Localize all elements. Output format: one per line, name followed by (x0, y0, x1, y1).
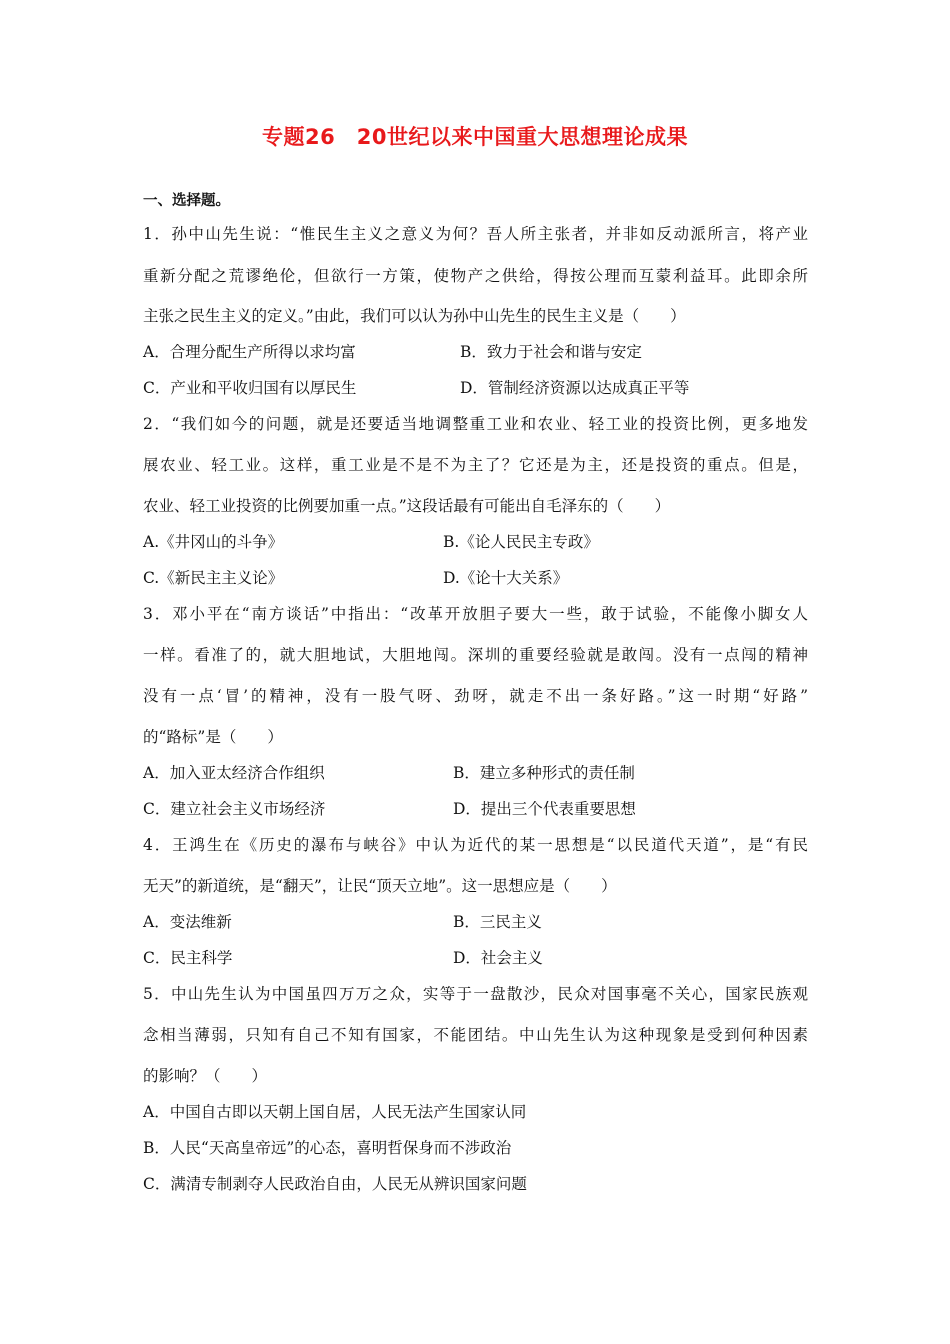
question-4-line-2: 无天”的新道统，是“翻天”，让民“顶天立地”。这一思想应是（ ） (143, 877, 617, 895)
question-5-option-c: C．满清专制剥夺人民政治自由，人民无从辨识国家问题 (143, 1175, 527, 1193)
question-2-option-d: D.《论十大关系》 (443, 569, 569, 587)
question-2-option-a: A.《井冈山的斗争》 (143, 533, 284, 551)
question-3-line-1: 3．邓小平在“南方谈话”中指出：“改革开放胆子要大一些，敢于试验，不能像小脚女人 (143, 605, 808, 623)
question-2-line-2: 展农业、轻工业。这样，重工业是不是不为主了？它还是为主，还是投资的重点。但是， (143, 456, 808, 474)
question-2-line-3: 农业、轻工业投资的比例要加重一点。”这段话最有可能出自毛泽东的（ ） (143, 497, 671, 515)
question-3-option-d: D．提出三个代表重要思想 (453, 800, 636, 818)
question-1-option-a: A．合理分配生产所得以求均富 (143, 343, 356, 361)
question-2-option-c: C.《新民主主义论》 (143, 569, 284, 587)
question-1-line-1: 1．孙中山先生说：“惟民生主义之意义为何？吾人所主张者，并非如反动派所言，将产业 (143, 225, 808, 243)
page-title: 专题26 20世纪以来中国重大思想理论成果 (262, 125, 688, 149)
question-5-line-2: 念相当薄弱，只知有自己不知有国家，不能团结。中山先生认为这种现象是受到何种因素 (143, 1026, 808, 1044)
question-3-line-3: 没有一点‘冒’的精神，没有一股气呀、劲呀，就走不出一条好路。”这一时期“好路” (143, 687, 808, 705)
question-2-option-b: B.《论人民民主专政》 (443, 533, 599, 551)
question-1-option-c: C．产业和平收归国有以厚民生 (143, 379, 357, 397)
question-3-line-4: 的“路标”是（ ） (143, 728, 283, 746)
question-1-option-b: B．致力于社会和谐与安定 (460, 343, 642, 361)
question-4-line-1: 4．王鸿生在《历史的瀑布与峡谷》中认为近代的某一思想是“以民道代天道”，是“有民 (143, 836, 808, 854)
question-4-option-b: B．三民主义 (453, 913, 542, 931)
question-1-line-3: 主张之民生主义的定义。”由此，我们可以认为孙中山先生的民生主义是（ ） (143, 307, 686, 325)
question-3-line-2: 一样。看准了的，就大胆地试，大胆地闯。深圳的重要经验就是敢闯。没有一点闯的精神 (143, 646, 808, 664)
section-heading: 一、选择题。 (143, 193, 230, 209)
question-3-option-a: A．加入亚太经济合作组织 (143, 764, 325, 782)
question-4-option-d: D．社会主义 (453, 949, 543, 967)
question-5-line-3: 的影响？（ ） (143, 1067, 268, 1085)
question-5-line-1: 5．中山先生认为中国虽四万万之众，实等于一盘散沙，民众对国事毫不关心，国家民族观 (143, 985, 808, 1003)
question-3-option-c: C．建立社会主义市场经济 (143, 800, 326, 818)
question-1-line-2: 重新分配之荒谬绝伦，但欲行一方策，使物产之供给，得按公理而互蒙利益耳。此即余所 (143, 267, 808, 285)
question-4-option-c: C．民主科学 (143, 949, 233, 967)
question-3-option-b: B．建立多种形式的责任制 (453, 764, 635, 782)
question-2-line-1: 2．“我们如今的问题，就是还要适当地调整重工业和农业、轻工业的投资比例，更多地发 (143, 415, 808, 433)
question-5-option-b: B．人民“天高皇帝远”的心态，喜明哲保身而不涉政治 (143, 1139, 512, 1157)
question-5-option-a: A．中国自古即以天朝上国自居，人民无法产生国家认同 (143, 1103, 527, 1121)
question-1-option-d: D．管制经济资源以达成真正平等 (460, 379, 690, 397)
question-4-option-a: A．变法维新 (143, 913, 232, 931)
